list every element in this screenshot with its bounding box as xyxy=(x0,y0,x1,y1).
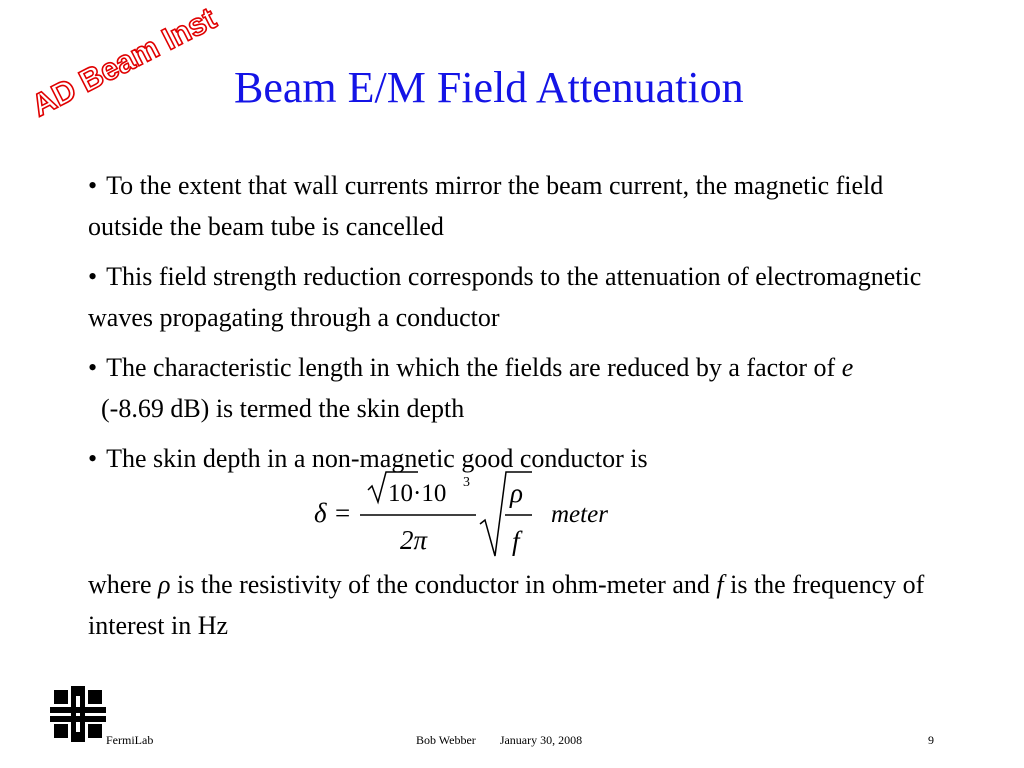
fermilab-logo-icon xyxy=(50,686,106,742)
where-f: f xyxy=(716,570,724,599)
slide-title: Beam E/M Field Attenuation xyxy=(234,63,744,112)
bullet-item xyxy=(88,165,948,247)
bullet-dot: • xyxy=(88,262,98,291)
bullet-text: To the extent that wall currents mirror the beam current, the magnetic field outside the beam tube is cancelled xyxy=(88,171,884,241)
where-paragraph xyxy=(88,564,948,646)
footer-organization: FermiLab xyxy=(106,733,154,747)
bullet-text: The characteristic length in which the fields are reduced by a factor of xyxy=(106,353,842,382)
bullet-dot: • xyxy=(88,353,98,382)
formula-numerator: 10·10 xyxy=(388,480,447,507)
bullet-item xyxy=(88,256,948,338)
bullet-text-end: (-8.69 dB) is termed the skin depth xyxy=(88,394,465,423)
where-text: where xyxy=(88,570,159,599)
formula-lhs: δ = xyxy=(314,498,352,528)
sqrt-sign-large xyxy=(480,472,532,556)
bullet-em: e xyxy=(841,353,854,382)
where-text: is the frequency of interest in Hz xyxy=(88,570,925,640)
ad-beam-inst-stamp: AD Beam Inst xyxy=(26,0,222,124)
bullet-text: This field strength reduction corresponds to the attenuation of electromagnetic waves propagating through a conductor xyxy=(88,262,922,332)
formula-rho: ρ xyxy=(510,478,523,508)
bullet-dot: • xyxy=(88,444,98,473)
footer-date: January 30, 2008 xyxy=(499,733,583,747)
bullet-list xyxy=(88,165,948,488)
where-rho: ρ xyxy=(158,570,171,599)
formula-exponent: 3 xyxy=(463,475,470,490)
footer-author: Bob Webber xyxy=(416,733,476,747)
bullet-dot: • xyxy=(88,171,98,200)
skin-depth-formula xyxy=(300,468,660,558)
formula-f: f xyxy=(512,526,520,556)
page-number: 9 xyxy=(928,733,934,747)
footer-center xyxy=(416,733,582,748)
formula-unit: meter xyxy=(551,501,608,528)
formula-denominator: 2π xyxy=(400,525,428,555)
where-text: is the resistivity of the conductor in ohm-meter and xyxy=(170,570,717,599)
bullet-item xyxy=(88,347,948,429)
bullet-text: The skin depth in a non-magnetic good conductor is xyxy=(106,444,648,473)
